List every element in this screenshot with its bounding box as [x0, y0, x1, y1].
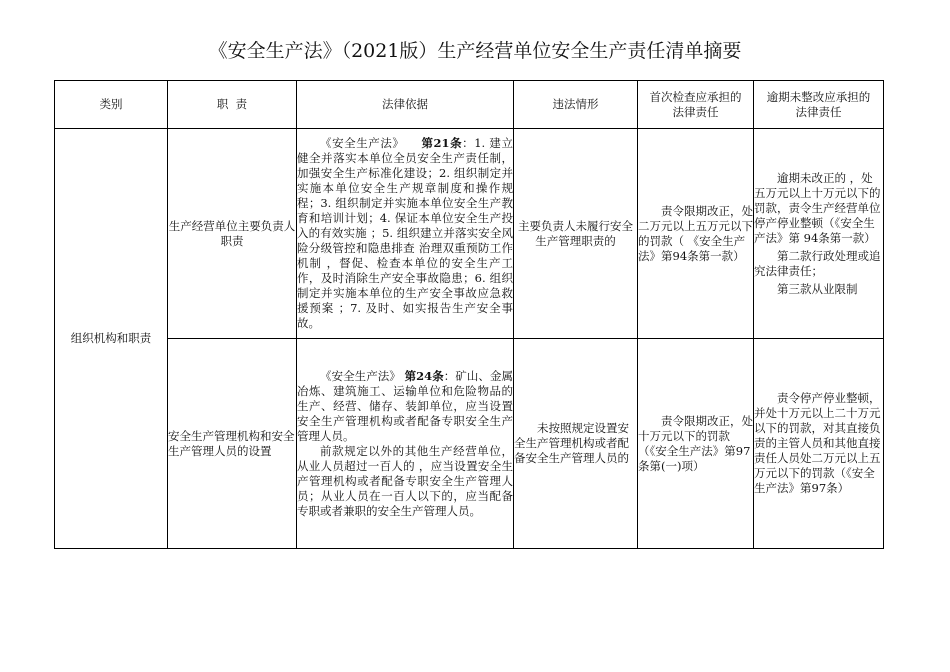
header-row: [55, 81, 884, 129]
first-check-cell: 责令限期改正，处二万元以上五万元以下的罚款（ 《安全生产法》第94条第一款）: [638, 129, 754, 339]
header-category: 类别: [55, 81, 168, 129]
table-row: [55, 129, 884, 339]
header-overdue-liability: 逾期未整改应承担的法律责任: [754, 81, 884, 129]
overdue-cell: [754, 339, 884, 549]
page-title: 《安全生产法》（2021版）生产经营单位安全生产责任清单摘要: [208, 40, 742, 62]
overdue-line: 第二款行政处理或追究法律责任；: [754, 248, 881, 278]
table-row: [55, 339, 884, 549]
legal-basis-cell: [297, 339, 514, 549]
law-source: 《安全生产法》: [320, 368, 401, 383]
overdue-line: 逾期未改正的 ，处五万元以上十万元以下的罚款，责令生产经营单位停产停业整顿（《安全生产法》第 94条第一款）: [754, 170, 881, 245]
violation-cell: 主要负责人未履行安全生产管理职责的: [514, 129, 638, 339]
law-source: 《安全生产法》: [320, 136, 405, 150]
duty-cell: 安全生产管理机构和安全生产管理人员的设置: [168, 339, 297, 549]
category-cell: 组织机构和职责: [55, 129, 168, 549]
overdue-line: 第三款从业限制: [777, 281, 858, 296]
law-text-2: 前款规定以外的其他生产经营单位，从业人员超过一百人的 ，应当设置安全生产管理机构或者配备专职安全生产管理人员；从业人员在一百人以下的，应当配备专职或者兼职的安全生产管理人员。: [297, 443, 513, 518]
header-first-check-liability: 首次检查应承担的法律责任: [638, 81, 754, 129]
legal-basis-cell: [297, 129, 514, 339]
violation-cell: 未按照规定设置安全生产管理机构或者配备安全生产管理人员的: [514, 339, 638, 549]
law-text: ：矿山、金属冶炼、建筑施工、运输单位和危险物品的生产、经营、储存、装卸单位，应当设置安全生产管理机构或者配备专职安全生产管理人员。: [297, 368, 514, 443]
overdue-line: 责令停产停业整顿，并处十万元以上二十万元以下的罚款，对其直接负责的主管人员和其他直接责任人员处二万元以上五万元以下的罚款（《安全生产法》第97条）: [754, 391, 881, 495]
duty-cell: 生产经营单位主要负责人职责: [168, 129, 297, 339]
overdue-cell: [754, 129, 884, 339]
header-duty: 职 责: [168, 81, 297, 129]
header-violation: 违法情形: [514, 81, 638, 129]
law-text: ：1. 建立健全并落实本单位全员安全生产责任制，加强安全生产标准化建设；2. 组织制定并实施本单位安全生产规章制度和操作规程；3. 组织制定并实施本单位安全生产教育和培训计划；4. 保证本单位安全生产投入的有效实施 ；5. 组织建立并落实安全风险分级管控和隐患排查 治理双重预防工作机制 ，督促、检查本单位的安全生产工作，及时消除生产安全事故隐患；6. 组织制定并实施本单位的生产安全事故应急救援预案 ；7. 及时、如实报告生产安全事故。: [297, 136, 513, 330]
responsibility-table: [54, 80, 884, 549]
header-legal-basis: 法律依据: [297, 81, 514, 129]
law-article: 第24条: [404, 368, 444, 383]
law-article: 第21条: [421, 136, 463, 150]
first-check-cell: 责令限期改正，处十万元以下的罚款（《安全生产法》第97条第(一)项）: [638, 339, 754, 549]
